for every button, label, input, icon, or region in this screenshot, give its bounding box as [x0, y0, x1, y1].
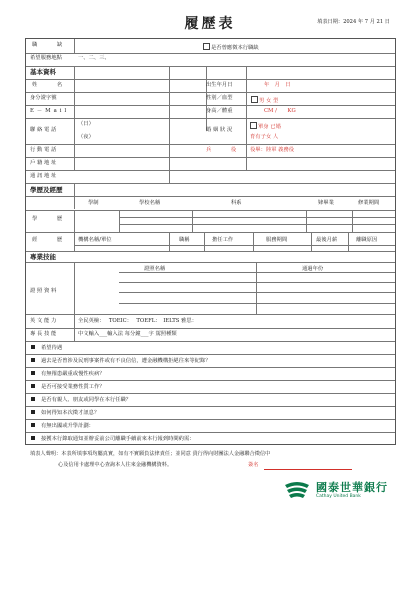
checkbox-icon[interactable] — [203, 43, 210, 50]
id-label: 身分證字號 — [30, 95, 57, 101]
page-title: 履歷表 — [184, 16, 236, 32]
cert-header-year: 通過年份 — [302, 266, 324, 272]
height-weight-value[interactable]: CM / KG — [264, 108, 296, 114]
height-weight-label: 身高／體重 — [206, 108, 233, 114]
birth-value[interactable]: 年 月 日 — [264, 82, 291, 88]
signature-line[interactable] — [264, 469, 352, 470]
declaration-line-2: 心及信用卡處理中心查詢本人往來金融機構資料。 — [58, 462, 173, 468]
mail-address-label: 通 訊 地 址 — [30, 173, 57, 179]
edu-header-department: 科系 — [231, 200, 242, 206]
phone-day[interactable]: （日） — [78, 121, 94, 127]
bullet-icon — [31, 423, 35, 427]
cert-header-name: 證照名稱 — [144, 266, 166, 272]
special-skills-label: 專 長 技 能 — [30, 331, 57, 337]
exp-header-duty: 擔任工作 — [212, 237, 234, 243]
question-item: 如何得知本次徵才訊息？ — [31, 410, 99, 416]
mobile-label: 行 動 電 話 — [30, 147, 57, 153]
name-label: 姓 名 — [32, 82, 66, 88]
fill-date: 填表日期：2024 年 7 月 21 日 — [317, 19, 390, 25]
bullet-icon — [31, 436, 35, 440]
exp-header-org: 機構名稱/單位 — [78, 237, 112, 243]
location-label: 希望服務地點 — [30, 55, 62, 61]
phone-label: 聯 絡 電 話 — [30, 127, 57, 133]
question-item: 接獲本行錄取通知並辦妥前公司離職手續前來本行報到時間約需： — [31, 436, 195, 442]
question-item: 希望待遇 — [31, 345, 62, 351]
bullet-icon — [31, 410, 35, 414]
section-basic-title: 基本資料 — [30, 68, 56, 76]
gender-blood-label: 性別／血型 — [206, 95, 233, 101]
bank-logo — [283, 479, 311, 505]
marital-label: 婚 姻 狀 況 — [206, 127, 233, 133]
exp-header-salary: 最後月薪 — [316, 237, 338, 243]
certificate-label: 證 照 資 料 — [30, 288, 57, 294]
section-skills-title: 專業技能 — [30, 253, 56, 261]
location-value[interactable]: 一、二、三、 — [78, 55, 110, 61]
bank-name: 國泰世華銀行 — [316, 481, 388, 494]
resume-form — [25, 38, 396, 445]
edu-header-period: 修業期間 — [358, 200, 380, 206]
section-education-title: 學歷及經歷 — [30, 186, 63, 194]
question-item: 有無出國或升學計劃： — [31, 423, 94, 429]
military-label: 兵 役 — [206, 147, 240, 153]
previous-applied-field[interactable]: 是否曾應徵本行職缺 — [203, 43, 259, 51]
birth-label: 出生年月日 — [206, 82, 233, 88]
position-label: 職 缺 — [32, 42, 66, 48]
exp-header-reason: 離職原因 — [356, 237, 378, 243]
edu-header-school: 學校名稱 — [139, 200, 161, 206]
bullet-icon — [31, 371, 35, 375]
question-item: 是否可接受業務性質工作？ — [31, 384, 105, 390]
question-item: 過去是否曾涉及民刑事案件或有不良信信，遭金融機構拒絕往來等紀錄？ — [31, 358, 211, 364]
question-item: 是否有親人、朋友或同學在本行任職？ — [31, 397, 131, 403]
marital-status[interactable]: 單身 已婚 — [250, 122, 281, 130]
experience-label: 經 歷 — [32, 237, 66, 243]
signature-label: 簽名 — [248, 462, 259, 468]
edu-header-graduation: 肄畢業 — [318, 200, 334, 206]
checkbox-icon[interactable] — [251, 96, 258, 103]
gender-blood-value[interactable]: 男 女 型 — [251, 96, 278, 104]
email-label: E－Mail — [30, 108, 70, 114]
special-skills-value[interactable]: 中文輸入___輸入法 每分鐘___字 駕照種類 — [78, 331, 177, 337]
edu-header-system: 學制 — [88, 200, 99, 206]
exp-header-title: 職稱 — [179, 237, 190, 243]
english-label: 英 文 能 力 — [30, 318, 57, 324]
bullet-icon — [31, 384, 35, 388]
english-value[interactable]: 全民英檢： TOEIC： TOEFL： IELTS 雅思： — [78, 318, 197, 324]
declaration-line-1: 填表人聲明：本表所填事項均屬真實，如有不實願負法律責任；並同意 貴行得向財團法人金融聯合徵信中 — [30, 451, 271, 457]
bullet-icon — [31, 345, 35, 349]
bullet-icon — [31, 397, 35, 401]
phone-night[interactable]: （夜） — [78, 134, 94, 140]
bank-name-en: Cathay United Bank — [316, 494, 361, 499]
exp-header-period: 服務期間 — [266, 237, 288, 243]
checkbox-icon[interactable] — [250, 122, 257, 129]
question-item: 有無罹患嚴重或慢性疾病？ — [31, 371, 105, 377]
education-label: 學 歷 — [32, 216, 66, 222]
children-count[interactable]: 育有子女 人 — [250, 134, 279, 140]
military-value[interactable]: 役畢：陸軍 義務役 — [250, 147, 295, 153]
household-address-label: 戶 籍 地 址 — [30, 160, 57, 166]
bank-logo-icon — [283, 479, 311, 501]
bullet-icon — [31, 358, 35, 362]
